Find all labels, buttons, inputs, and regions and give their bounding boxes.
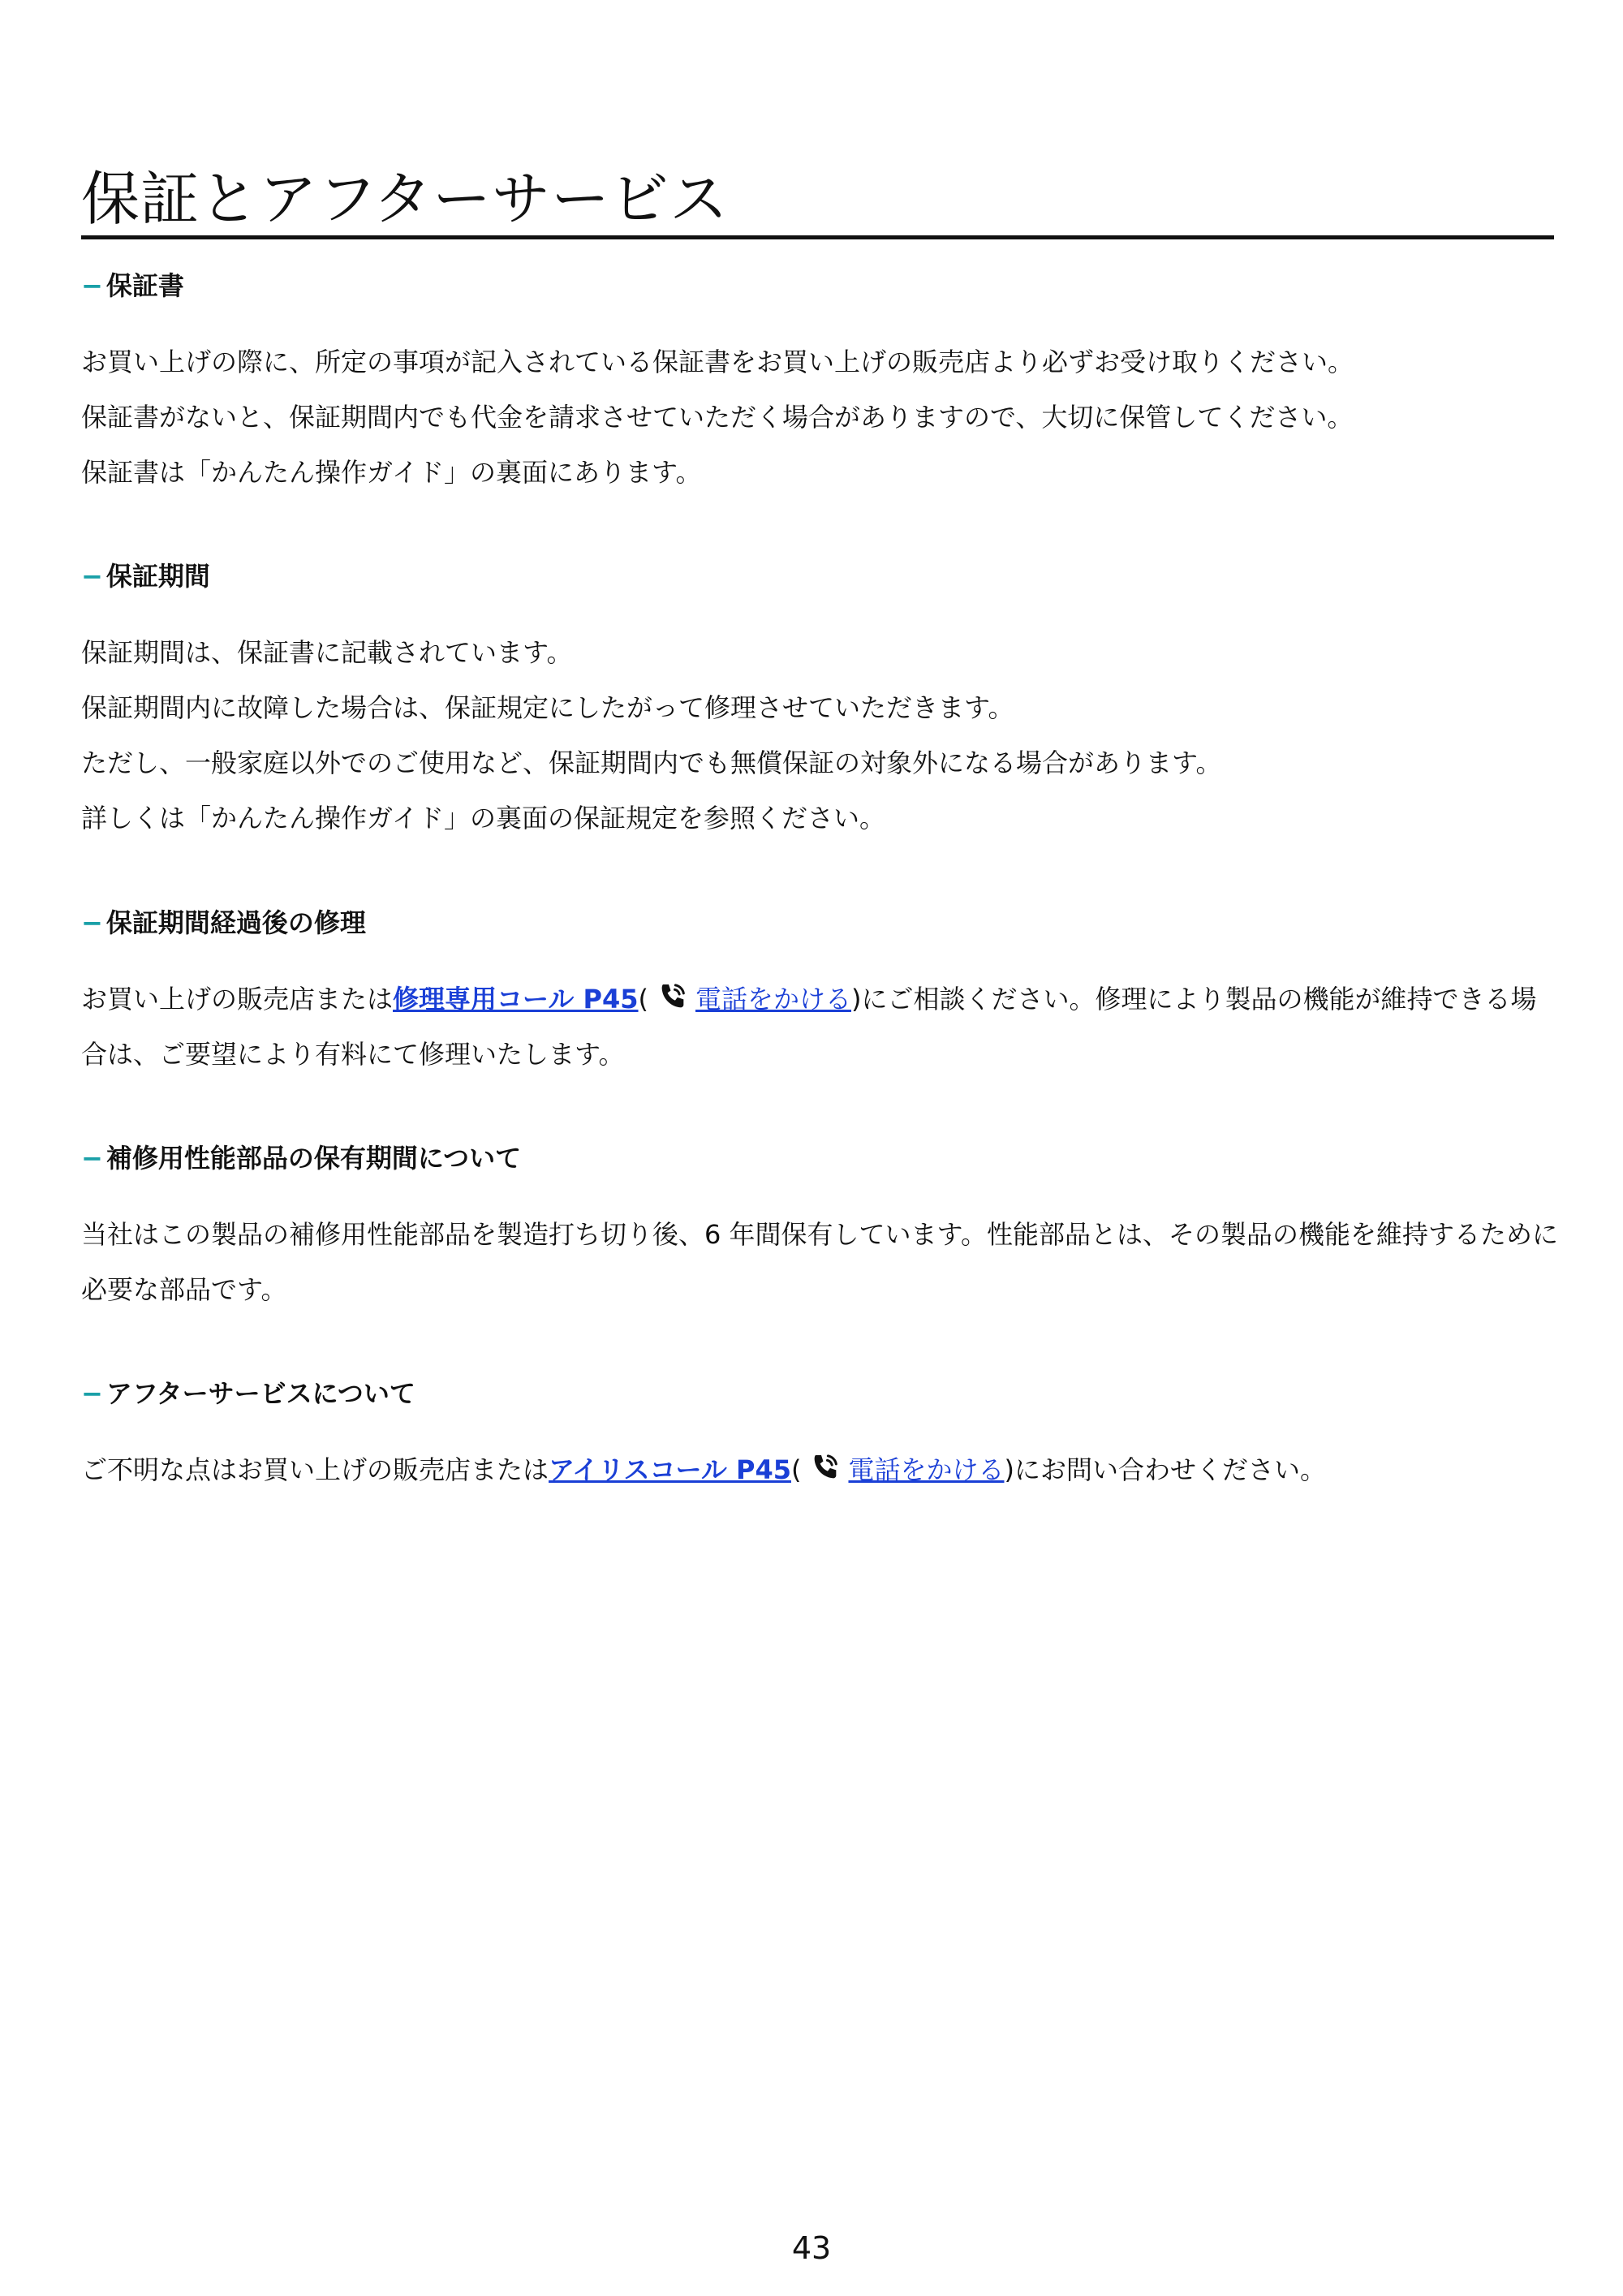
call-phone-link[interactable]: 電話をかける (695, 984, 852, 1014)
dash-marker: − (81, 907, 103, 938)
dash-marker: − (81, 561, 103, 592)
body-line: 保証期間は、保証書に記載されています。 (81, 637, 573, 668)
section-body (81, 971, 1558, 1082)
body-paragraph: ご不明な点はお買い上げの販売店またはアイリスコール P45( 電話をかける)にお問い合わせください。 (81, 1442, 1558, 1497)
section-heading: − アフターサービスについて (81, 1378, 415, 1409)
section-heading: − 保証期間 (81, 561, 210, 592)
section-body (81, 1207, 1558, 1317)
section-after-service (81, 1376, 1558, 1497)
title-divider (81, 235, 1554, 239)
section-warranty-card (81, 268, 1558, 500)
body-line: 詳しくは「かんたん操作ガイド」の裏面の保証規定を参照ください。 (81, 803, 886, 834)
body-line: 保証書がないと、保証期間内でも代金を請求させていただく場合がありますので、大切に保管してください。 (81, 402, 1354, 433)
section-warranty-period (81, 558, 1558, 846)
body-paragraph: お買い上げの販売店または修理専用コール P45( 電話をかける)にご相談ください。修理により製品の機能が維持できる場合は、ご要望により有料にて修理いたします。 (81, 971, 1558, 1082)
section-body (81, 625, 1558, 846)
section-body (81, 1442, 1558, 1497)
section-body (81, 334, 1558, 500)
repair-call-link[interactable]: 修理専用コール P45 (393, 984, 639, 1014)
section-heading: − 保証期間経過後の修理 (81, 907, 366, 938)
body-paragraph: 当社はこの製品の補修用性能部品を製造打ち切り後、6 年間保有しています。性能部品とは、その製品の機能を維持するために必要な部品です。 (81, 1219, 1558, 1305)
body-line: 保証期間内に故障した場合は、保証規定にしたがって修理させていただきます。 (81, 692, 1014, 723)
page-title: 保証とアフターサービス (81, 165, 729, 233)
body-line: ただし、一般家庭以外でのご使用など、保証期間内でも無償保証の対象外になる場合があります。 (81, 747, 1222, 778)
body-line: 保証書は「かんたん操作ガイド」の裏面にあります。 (81, 457, 702, 488)
phone-icon[interactable] (809, 1451, 842, 1484)
phone-icon[interactable] (657, 980, 689, 1013)
section-parts-retention (81, 1140, 1558, 1317)
page-number: 43 (791, 2230, 832, 2266)
section-post-warranty-repair (81, 905, 1558, 1082)
dash-marker: − (81, 1143, 103, 1174)
body-line: お買い上げの際に、所定の事項が記入されている保証書をお買い上げの販売店より必ずお受け取りください。 (81, 347, 1354, 377)
section-heading: − 補修用性能部品の保有期間について (81, 1143, 522, 1174)
dash-marker: − (81, 270, 103, 301)
section-heading: − 保証書 (81, 270, 184, 301)
call-phone-link[interactable]: 電話をかける (848, 1454, 1005, 1485)
dash-marker: − (81, 1378, 103, 1409)
iris-call-link[interactable]: アイリスコール P45 (549, 1454, 791, 1485)
